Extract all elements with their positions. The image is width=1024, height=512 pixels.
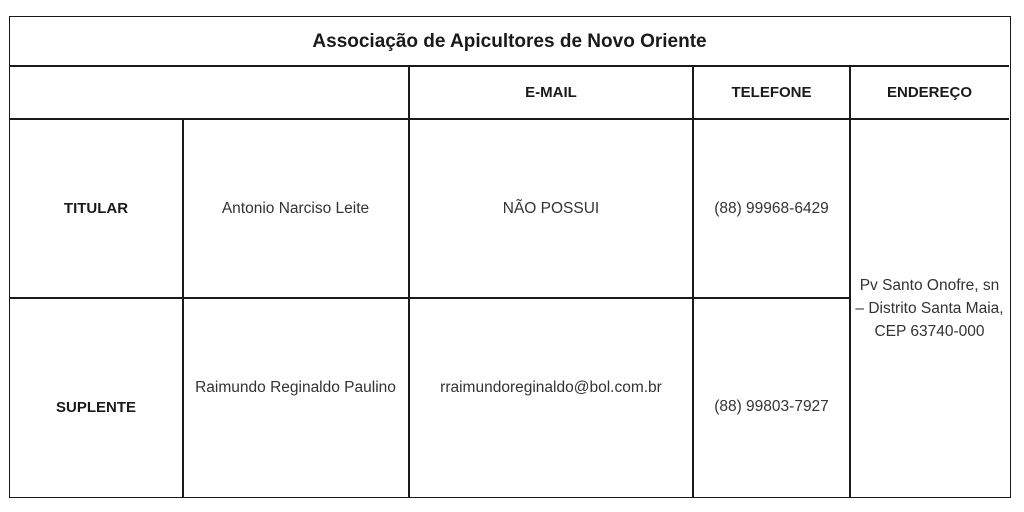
suplente-phone: (88) 99803-7927 — [714, 398, 829, 415]
address-cell: Pv Santo Onofre, sn – Distrito Santa Maia, CEP 63740-000 — [855, 276, 1004, 340]
col-divider-phone — [692, 66, 694, 497]
association-table — [9, 16, 1011, 498]
row-divider — [10, 297, 850, 299]
role-titular: TITULAR — [63, 200, 129, 217]
titular-phone: (88) 99968-6429 — [714, 199, 829, 217]
titular-name: Antonio Narciso Leite — [221, 199, 370, 217]
header-email: E-MAIL — [525, 84, 577, 101]
col-divider-role — [182, 119, 184, 497]
table-title: Associação de Apicultores de Novo Oriente — [312, 30, 707, 52]
role-suplente: SUPLENTE — [55, 398, 136, 416]
col-divider-email — [408, 66, 410, 497]
suplente-name: Raimundo Reginaldo Paulino — [195, 378, 396, 396]
header-divider — [10, 118, 1009, 120]
titular-email: NÃO POSSUI — [502, 199, 600, 217]
header-phone: TELEFONE — [731, 84, 812, 101]
header-address: ENDEREÇO — [886, 84, 972, 101]
title-divider — [10, 65, 1009, 67]
header-empty-cell — [10, 66, 409, 119]
suplente-email: rraimundoreginaldo@bol.com.br — [440, 378, 662, 396]
col-divider-address — [849, 66, 851, 497]
